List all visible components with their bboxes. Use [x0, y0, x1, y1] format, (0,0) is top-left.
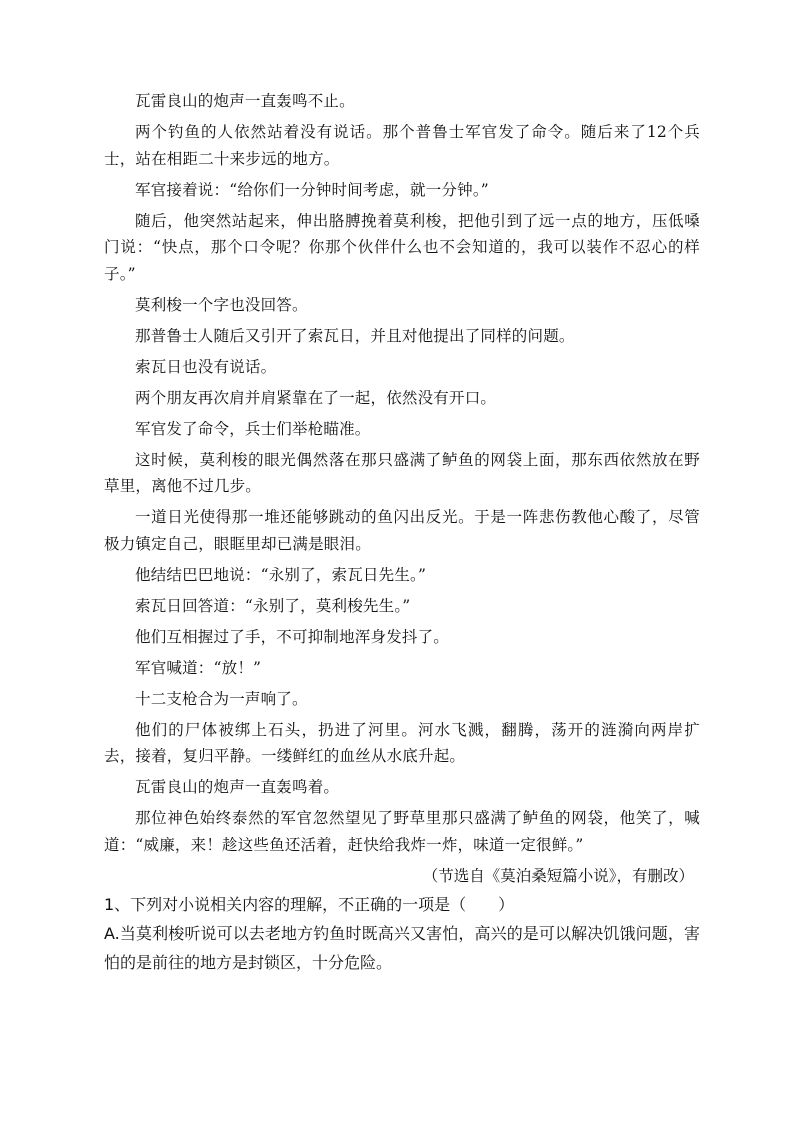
paragraph: 两个钓鱼的人依然站着没有说话。那个普鲁士军官发了命令。随后来了12个兵士，站在相距二十来步远的地方。: [104, 123, 700, 168]
paragraph: 军官接着说：“给你们一分钟时间考虑，就一分钟。”: [135, 180, 489, 199]
question-title: 1、下列对小说相关内容的理解，不正确的一项是（ ）: [104, 895, 515, 914]
paragraph: 瓦雷良山的炮声一直轰鸣不止。: [135, 92, 355, 110]
paragraph: 他们的尸体被绑上石头，扔进了河里。河水飞溅，翻腾，荡开的涟漪向两岸扩去，接着，复归平静。一缕鲜红的血丝从水底升起。: [104, 720, 700, 765]
paragraph: 他结结巴巴地说：“永别了，索瓦日先生。”: [135, 565, 427, 584]
paragraph: 两个朋友再次肩并肩紧靠在了一起，依然没有开口。: [135, 388, 497, 407]
paragraph: 军官发了命令，兵士们举枪瞄准。: [135, 419, 371, 438]
answer-option-a: A.当莫利梭听说可以去老地方钓鱼时既高兴又害怕，高兴的是可以解决饥饿问题，害怕的是前往的地方是封锁区，十分危险。: [104, 924, 700, 972]
story-excerpt: [104, 88, 700, 858]
paragraph: 莫利梭一个字也没回答。: [135, 295, 308, 314]
paragraph: 一道日光使得那一堆还能够跳动的鱼闪出反光。于是一阵悲伤教他心酸了，尽管极力镇定自己，眼眶里却已满是眼泪。: [104, 508, 700, 553]
paragraph: 随后，他突然站起来，伸出胳膊挽着莫利梭，把他引到了远一点的地方，压低嗓门说：“快点，那个口令呢？你那个伙伴什么也不会知道的，我可以装作不忍心的样子。”: [104, 211, 700, 283]
document-page: [104, 88, 700, 977]
paragraph: 这时候，莫利梭的眼光偶然落在那只盛满了鲈鱼的网袋上面，那东西依然放在野草里，离他不过几步。: [104, 450, 700, 495]
paragraph: 军官喊道：“放！”: [135, 658, 262, 677]
source-citation: （节选自《莫泊桑短篇小说》，有删改）: [422, 866, 694, 885]
paragraph: 索瓦日也没有说话。: [135, 357, 277, 376]
paragraph: 瓦雷良山的炮声一直轰鸣着。: [135, 778, 340, 796]
paragraph: 十二支枪合为一声响了。: [135, 689, 308, 708]
paragraph: 那普鲁士人随后又引开了索瓦日，并且对他提出了同样的问题。: [135, 326, 575, 345]
paragraph: 索瓦日回答道：“永别了，莫利梭先生。”: [135, 596, 411, 615]
paragraph: 他们互相握过了手，不可抑制地浑身发抖了。: [135, 627, 450, 646]
paragraph: 那位神色始终泰然的军官忽然望见了野草里那只盛满了鲈鱼的网袋，他笑了，喊道：“威廉，来！趁这些鱼还活着，赶快给我炸一炸，味道一定很鲜。”: [104, 809, 700, 854]
